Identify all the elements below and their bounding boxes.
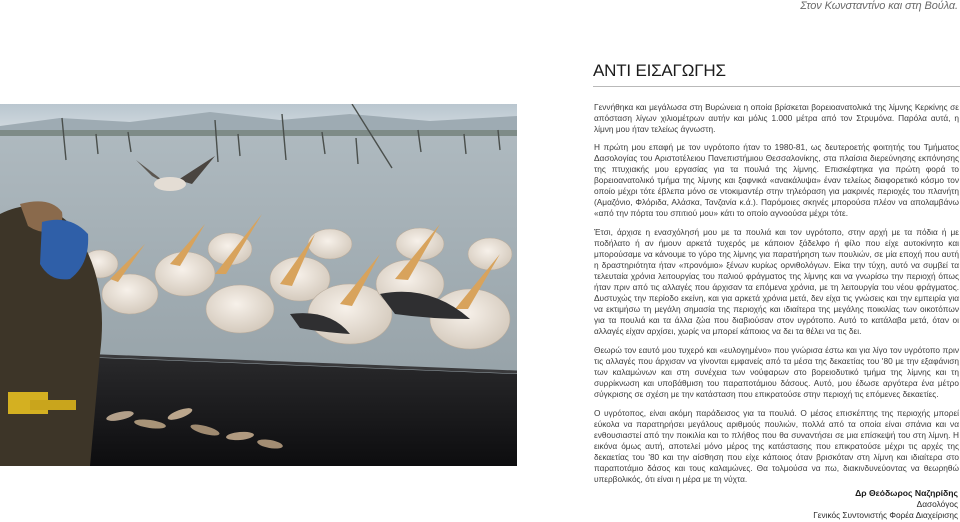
signature-block (813, 488, 958, 522)
page-title: ΑΝΤΙ ΕΙΣΑΓΩΓΗΣ (593, 61, 726, 80)
body-paragraph: Θεωρώ τον εαυτό μου τυχερό και «ευλογημένο» που γνώρισα έστω και για λίγο τον υγρότοπο πριν τις αλλαγές που άρχισαν να γίνονται εμφανείς από τα μέσα της δεκαετίας του '80 με την εξαφάνιση των καλαμώνων και στη συνέχεια των νούφαρων στο βορειοδυτικό τμήμα της λίμνης και τη συρρίκνωση και υποβάθμιση του παραποτάμιου δάσους. Αυτό, μου έδωσε αργότερα ένα μέτρο σύγκρισης σε σχέση με την κατάσταση που επικρατούσε στην περιοχή τις επόμενες δεκαετίες. (594, 344, 959, 399)
pelicans-boat-photo (0, 104, 517, 466)
author-role: Δασολόγος (916, 499, 958, 510)
body-text (594, 142, 959, 493)
body-paragraph: Η πρώτη μου επαφή με τον υγρότοπο ήταν το 1980-81, ως δευτεροετής φοιτητής του Τμήματος Δασολογίας του Αριστοτέλειου Πανεπιστήμιου Θεσσαλονίκης, στα πλαίσια διερεύνησης εκπόνησης της πτυχιακής μου εργασίας για τα πουλιά της λίμνης. Επισκέφτηκα για πρώτη φορά το βορειοανατολικό τμήμα της λίμνης και ξαφνικά «ανακάλυψα» έναν τελείως διαφορετικό κόσμο τον οποίο μέχρι τότε έβλεπα μόνο σε ντοκιμαντέρ στην τηλεόραση για μακρινές περιοχές του πλανήτη (Αμαζόνιο, Φλόριδα, Αλάσκα, Τανζανία κ.ά.). Παρόμοιες σκηνές μπορούσα πλέον να απολαμβάνω «από την πόρτα του σπιτιού μου» κάτι το οποίο αγνοούσα μέχρι τότε. (594, 142, 959, 218)
author-name: Δρ Θεόδωρος Ναζηρίδης (855, 488, 958, 498)
body-paragraph: Έτσι, άρχισε η ενασχόλησή μου με τα πουλιά και τον υγρότοπο, στην αρχή με τα πόδια ή με ποδήλατο ή αν ήμουν αρκετά τυχερός με κάποιον ξάδελφο ή φίλο που είχε αυτοκίνητο και μπορούσαμε να κάνουμε το γύρο της λίμνης για παρατήρηση των πουλιών, σε μία εποχή που αυτή η δραστηριότητα ήταν «προνόμιο» ξένων κυρίως ορνιθολόγων. Είκα την τύχη, αυτό να συμβεί τα τελευταία χρόνια λειτουργίας του παλιού φράγματος της λίμνης και να γνωρίσω την περιοχή όπως ήταν πριν από τις αλλαγές που άρχισαν τα επόμενα χρόνια, με τη λειτουργία του νέου φράγματος. Δυστυχώς την περίοδο εκείνη, και για αρκετά χρόνια μετά, δεν είχα τις γνώσεις και την εμπειρία για να εκτιμήσω τη μεγάλη σημασία της περιοχής και ιδιαίτερα της μεγάλης ποικιλίας των οικοτόπων για τα πουλιά και τα άλλα ζώα που διαβιούσαν στον υγρότοπο. Αυτό το κατάλαβα μετά, όταν οι αλλαγές είχαν αρχίσει, χωρίς να μπορεί κάποιος να δει τα θέλει να τις δει. (594, 227, 959, 336)
fisherman (0, 201, 102, 466)
title-divider (593, 86, 960, 87)
intro-paragraph: Γεννήθηκα και μεγάλωσα στη Βυρώνεια η οποία βρίσκεται βορειοανατολικά της λίμνης Κερκίνης σε απόσταση λίγων χιλιομέτρων αυτήν και μόλις 1.000 μέτρα από τον Στρυμόνα. Παρόλα αυτά, η λίμνη μου ήταν τελείως άγνωστη. (594, 102, 959, 135)
author-position: Γενικός Συντονιστής Φορέα Διαχείρισης (813, 510, 958, 521)
dedication: Στον Κωνσταντίνο και στη Βούλα. (800, 0, 958, 12)
body-paragraph: Ο υγρότοπος, είναι ακόμη παράδεισος για τα πουλιά. Ο μέσος επισκέπτης της περιοχής μπορεί εύκολα να παρατηρήσει μεγάλους αριθμούς πουλιών, πολλά από τα οποία είναι σπάνια και να ενθουσιαστεί από την ποικιλία και το πλήθος που θα συναντήσει σε μια επίσκεψή του στη λίμνη. Η εικόνα όμως αυτή, αποτελεί μόνο μέρος της κατάστασης που επικρατούσε μέχρι τις αρχές της δεκαετίας του '80 και την αίσθηση που είχε κάποιος όταν βρισκόταν στη λίμνη και ιδιαίτερα στο παραποτάμιο δάσος και τους καλαμώνες. Θα τολμούσα να πω, διακινδυνεύοντας να θεωρηθώ υπερβολικός, ότι είναι η μέρα με τη νύχτα. (594, 408, 959, 484)
